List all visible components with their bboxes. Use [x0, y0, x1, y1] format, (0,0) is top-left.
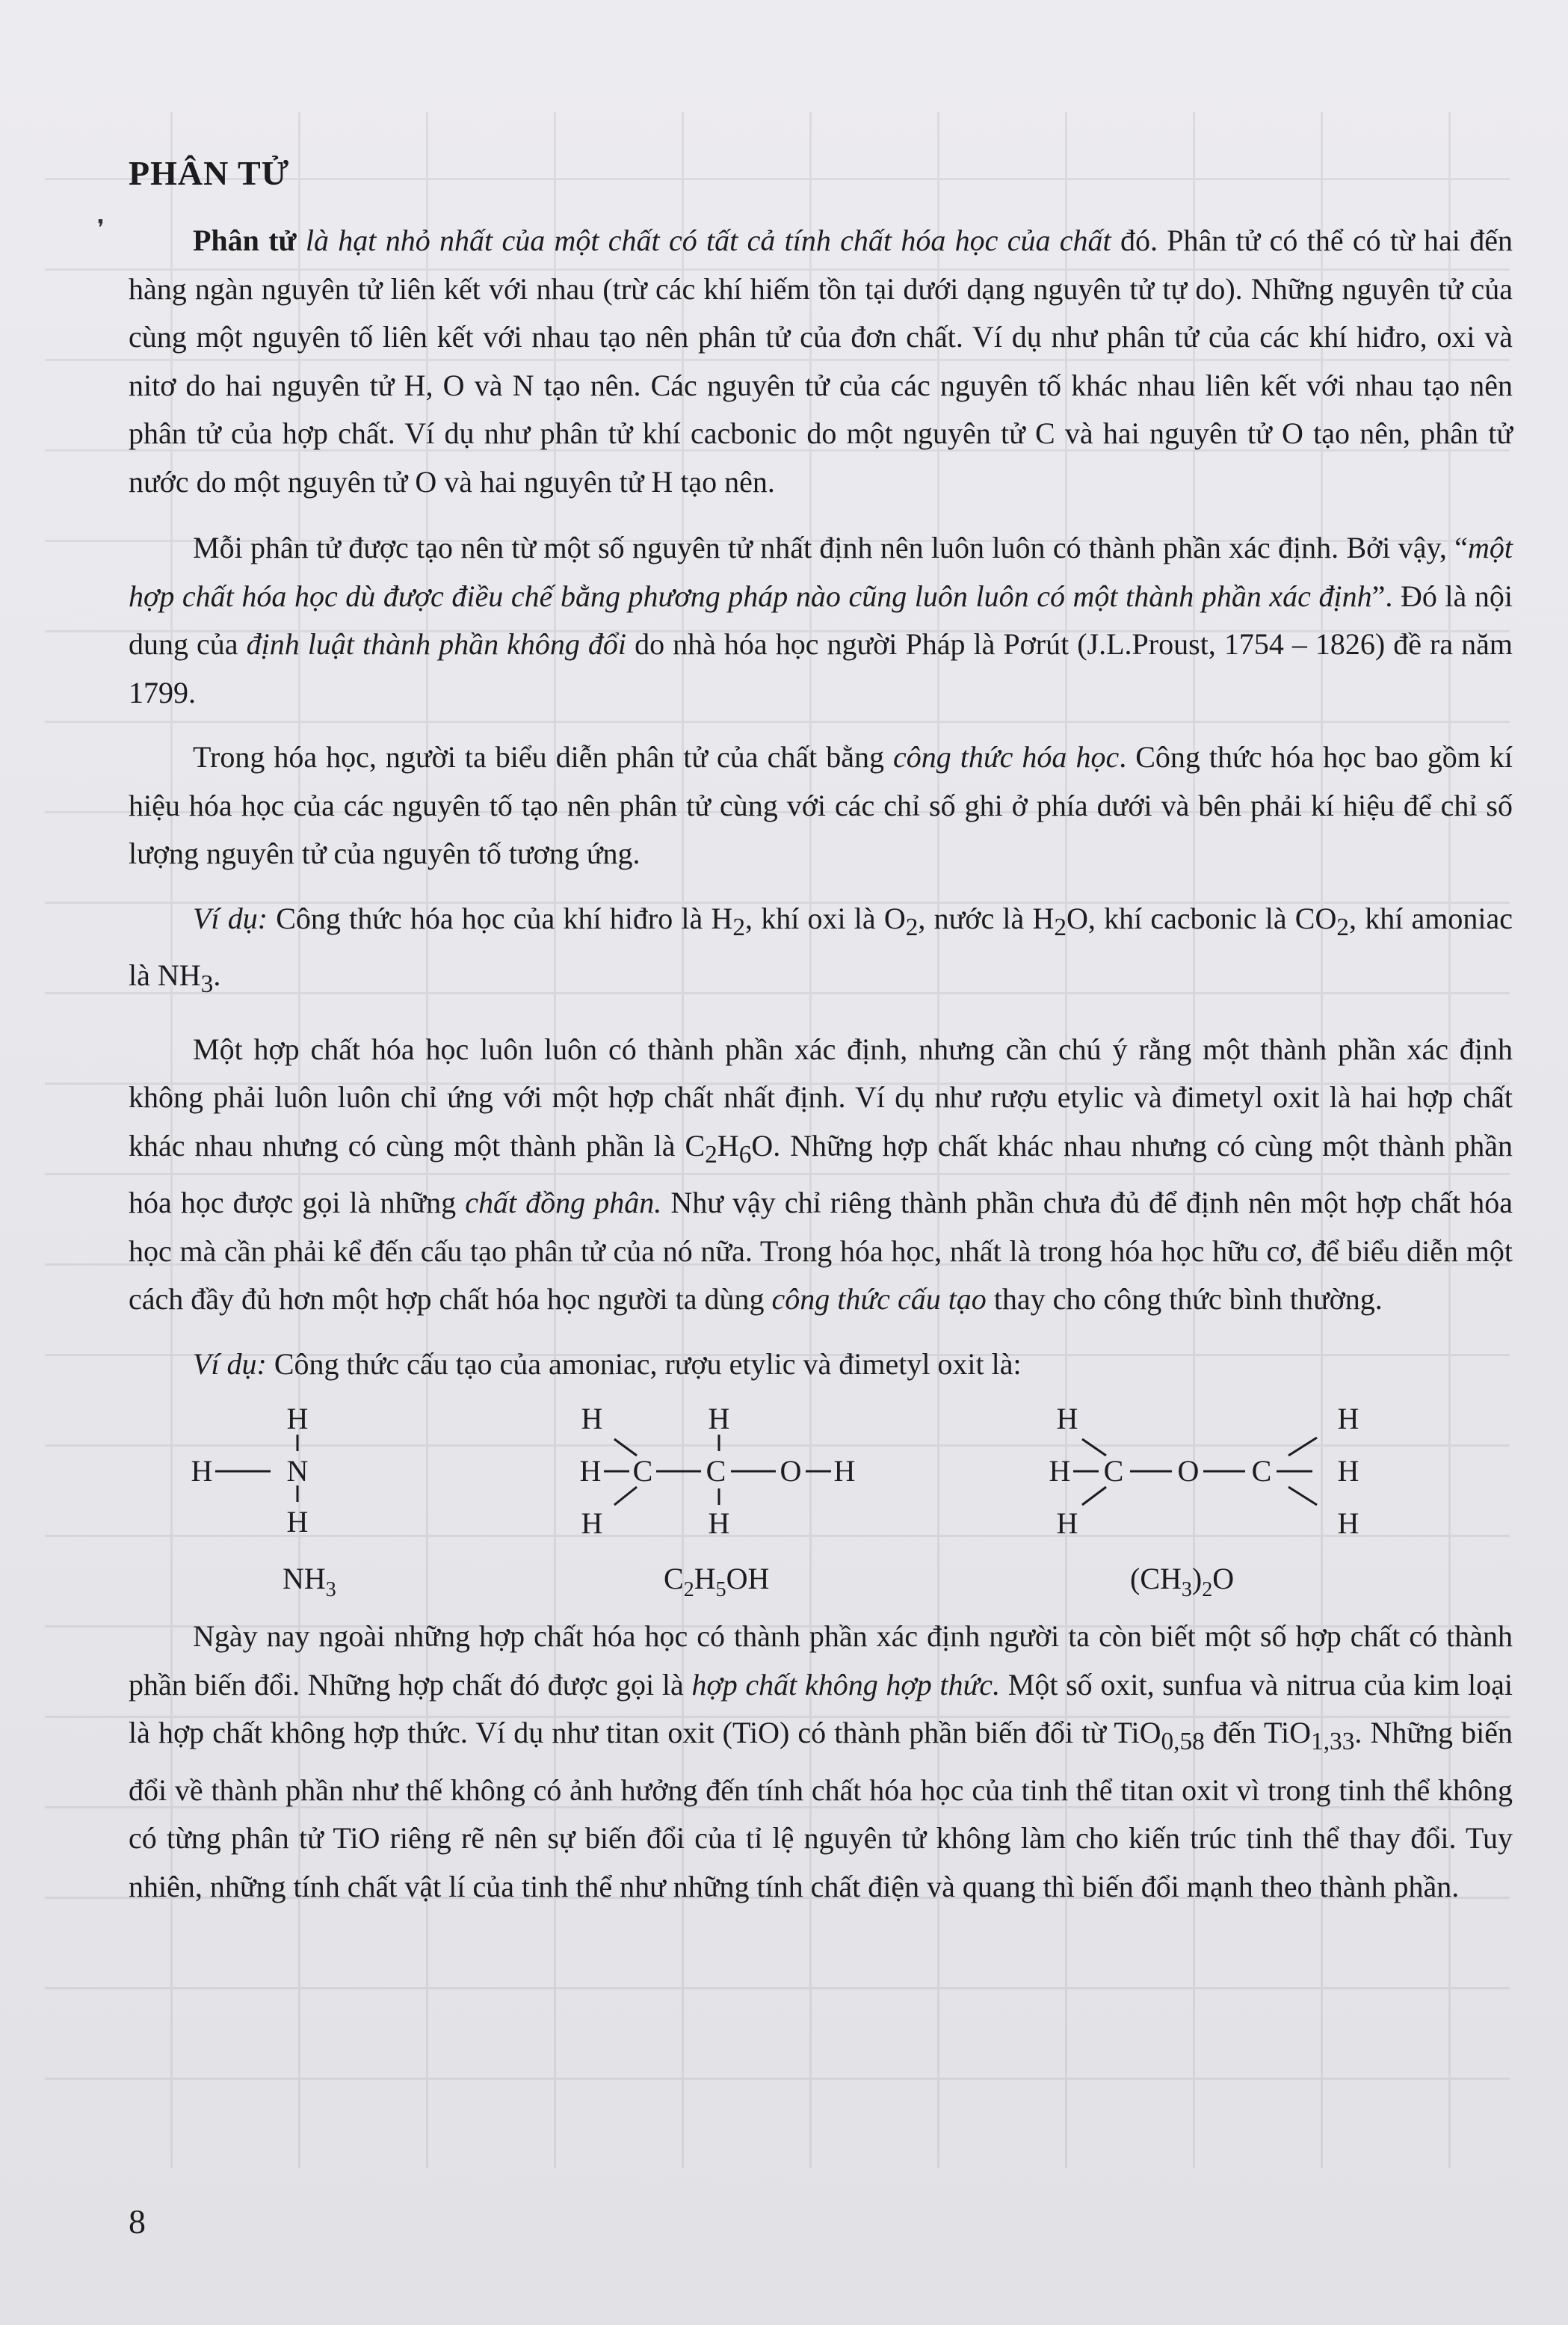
paragraph-nonstoichiometric: Ngày nay ngoài những hợp chất hóa học có thành phần xác định người ta còn biết một số hợp chất có thành phần biến đổi. Những hợp chất đó được gọi là hợp chất không hợp thức. Một số oxit, sunfua và nitrua của kim loại là hợp chất không hợp thức. Ví dụ như titan oxit (TiO) có thành phần biến đổi từ TiO$_{0,58}$ đến TiO$_{1,33}$. Những biến đổi về thành phần như thế không có ảnh hưởng đến tính chất hóa học của tinh thể titan oxit vì trong tinh thể không có từng phân tử TiO riêng rẽ nên sự biến đổi của tỉ lệ nguyên tử không làm cho kiến trúc tinh thể thay đổi. Tuy nhiên, những tính chất vật lí của tinh thể như những tính chất điện và quang thì biến đổi mạnh theo thành phần.	[129, 1619, 1513, 1903]
atom-h: H	[581, 1506, 603, 1540]
caption-ammonia: $NH_3$	[283, 1562, 336, 1601]
atom-c: C	[706, 1454, 726, 1488]
atom-h: H	[579, 1454, 602, 1488]
atom-h: H	[581, 1402, 603, 1435]
atom-h: H	[708, 1506, 730, 1540]
margin-mark: ❜	[97, 216, 105, 241]
atom-o: O	[1177, 1454, 1200, 1488]
paragraph-isomers: Một hợp chất hóa học luôn luôn có thành phần xác định, nhưng cần chú ý rằng một thành phần xác định không phải luôn luôn chỉ ứng với một hợp chất nhất định. Ví dụ như rượu etylic và đimetyl oxit là hai hợp chất khác nhau nhưng có cùng một thành phần là $C_2H_6O$. Những hợp chất khác nhau nhưng có cùng một thành phần hóa học được gọi là những chất đồng phân. Như vậy chỉ riêng thành phần chưa đủ để định nên một hợp chất hóa học mà cần phải kể đến cấu tạo phân tử của nó nữa. Trong hóa học, nhất là trong hóa học hữu cơ, để biểu diễn một cách đầy đủ hơn một hợp chất hóa học người ta dùng công thức cấu tạo thay cho công thức bình thường.	[129, 1032, 1513, 1316]
atom-h: H	[1056, 1402, 1078, 1435]
paragraph-example-1: Ví dụ: Công thức hóa học của khí hiđro là $H_2$, khí oxi là $O_2$, nước là $H_2O$, khí cacbonic là $CO_2$, khí amoniac là $NH_3$.	[129, 901, 1513, 998]
atom-h: H	[1049, 1454, 1071, 1488]
caption-ethanol: $C_2H_5OH$	[664, 1562, 770, 1601]
atom-o: O	[780, 1454, 802, 1488]
atom-n: N	[286, 1454, 309, 1488]
atom-h: H	[708, 1402, 730, 1435]
page-content	[129, 150, 1513, 1927]
atom-c: C	[632, 1454, 653, 1488]
atom-h: H	[833, 1454, 856, 1488]
atom-h: H	[1337, 1506, 1359, 1540]
atom-h: H	[1056, 1506, 1078, 1540]
atom-c: C	[1103, 1454, 1124, 1488]
structural-formulas-figure	[129, 1391, 1513, 1608]
atom-h: H	[1337, 1402, 1359, 1435]
atom-h: H	[1337, 1454, 1359, 1488]
paragraph-definition: Phân tử là hạt nhỏ nhất của một chất có tất cả tính chất hóa học của chất đó. Phân tử có thể có từ hai đến hàng ngàn nguyên tử liên kết với nhau (trừ các khí hiếm tồn tại dưới dạng nguyên tử tự do). Những nguyên tử của cùng một nguyên tố liên kết với nhau tạo nên phân tử của đơn chất. Ví dụ như phân tử của các khí hiđro, oxi và nitơ do hai nguyên tử H, O và N tạo nên. Các nguyên tử của các nguyên tố khác nhau liên kết với nhau tạo nên phân tử của hợp chất. Ví dụ như phân tử khí cacbonic do một nguyên tử C và hai nguyên tử O tạo nên, phân tử nước do một nguyên tử O và hai nguyên tử H tạo nên.	[129, 224, 1513, 499]
atom-h: H	[286, 1505, 309, 1539]
atom-h: H	[286, 1402, 309, 1435]
atom-h: H	[191, 1454, 213, 1488]
caption-dimethyl-ether: $(CH_3)_2O$	[1130, 1562, 1235, 1601]
section-heading: PHÂN TỬ	[129, 154, 290, 192]
atom-c: C	[1251, 1454, 1272, 1488]
page-number: 8	[129, 2202, 146, 2241]
paragraph-law: Mỗi phân tử được tạo nên từ một số nguyên tử nhất định nên luôn luôn có thành phần xác định. Bởi vậy, “một hợp chất hóa học dù được điều chế bằng phương pháp nào cũng luôn luôn có một thành phần xác định”. Đó là nội dung của định luật thành phần không đổi do nhà hóa học người Pháp là Pơrút (J.L.Proust, 1754 – 1826) đề ra năm 1799.	[129, 531, 1513, 709]
definition-text: là hạt nhỏ nhất của một chất có tất cả tính chất hóa học của chất	[296, 224, 1111, 257]
structural-formulas	[129, 1391, 1513, 1608]
paragraph-example-2: Ví dụ: Công thức cấu tạo của amoniac, rượu etylic và đimetyl oxit là:	[193, 1346, 1022, 1381]
term-phan-tu: Phân tử	[193, 224, 297, 257]
paragraph-formula: Trong hóa học, người ta biểu diễn phân tử của chất bằng công thức hóa học. Công thức hóa học bao gồm kí hiệu hóa học của các nguyên tố tạo nên phân tử cùng với các chỉ số ghi ở phía dưới và bên phải kí hiệu để chỉ số lượng nguyên tử của nguyên tố tương ứng.	[129, 740, 1513, 870]
